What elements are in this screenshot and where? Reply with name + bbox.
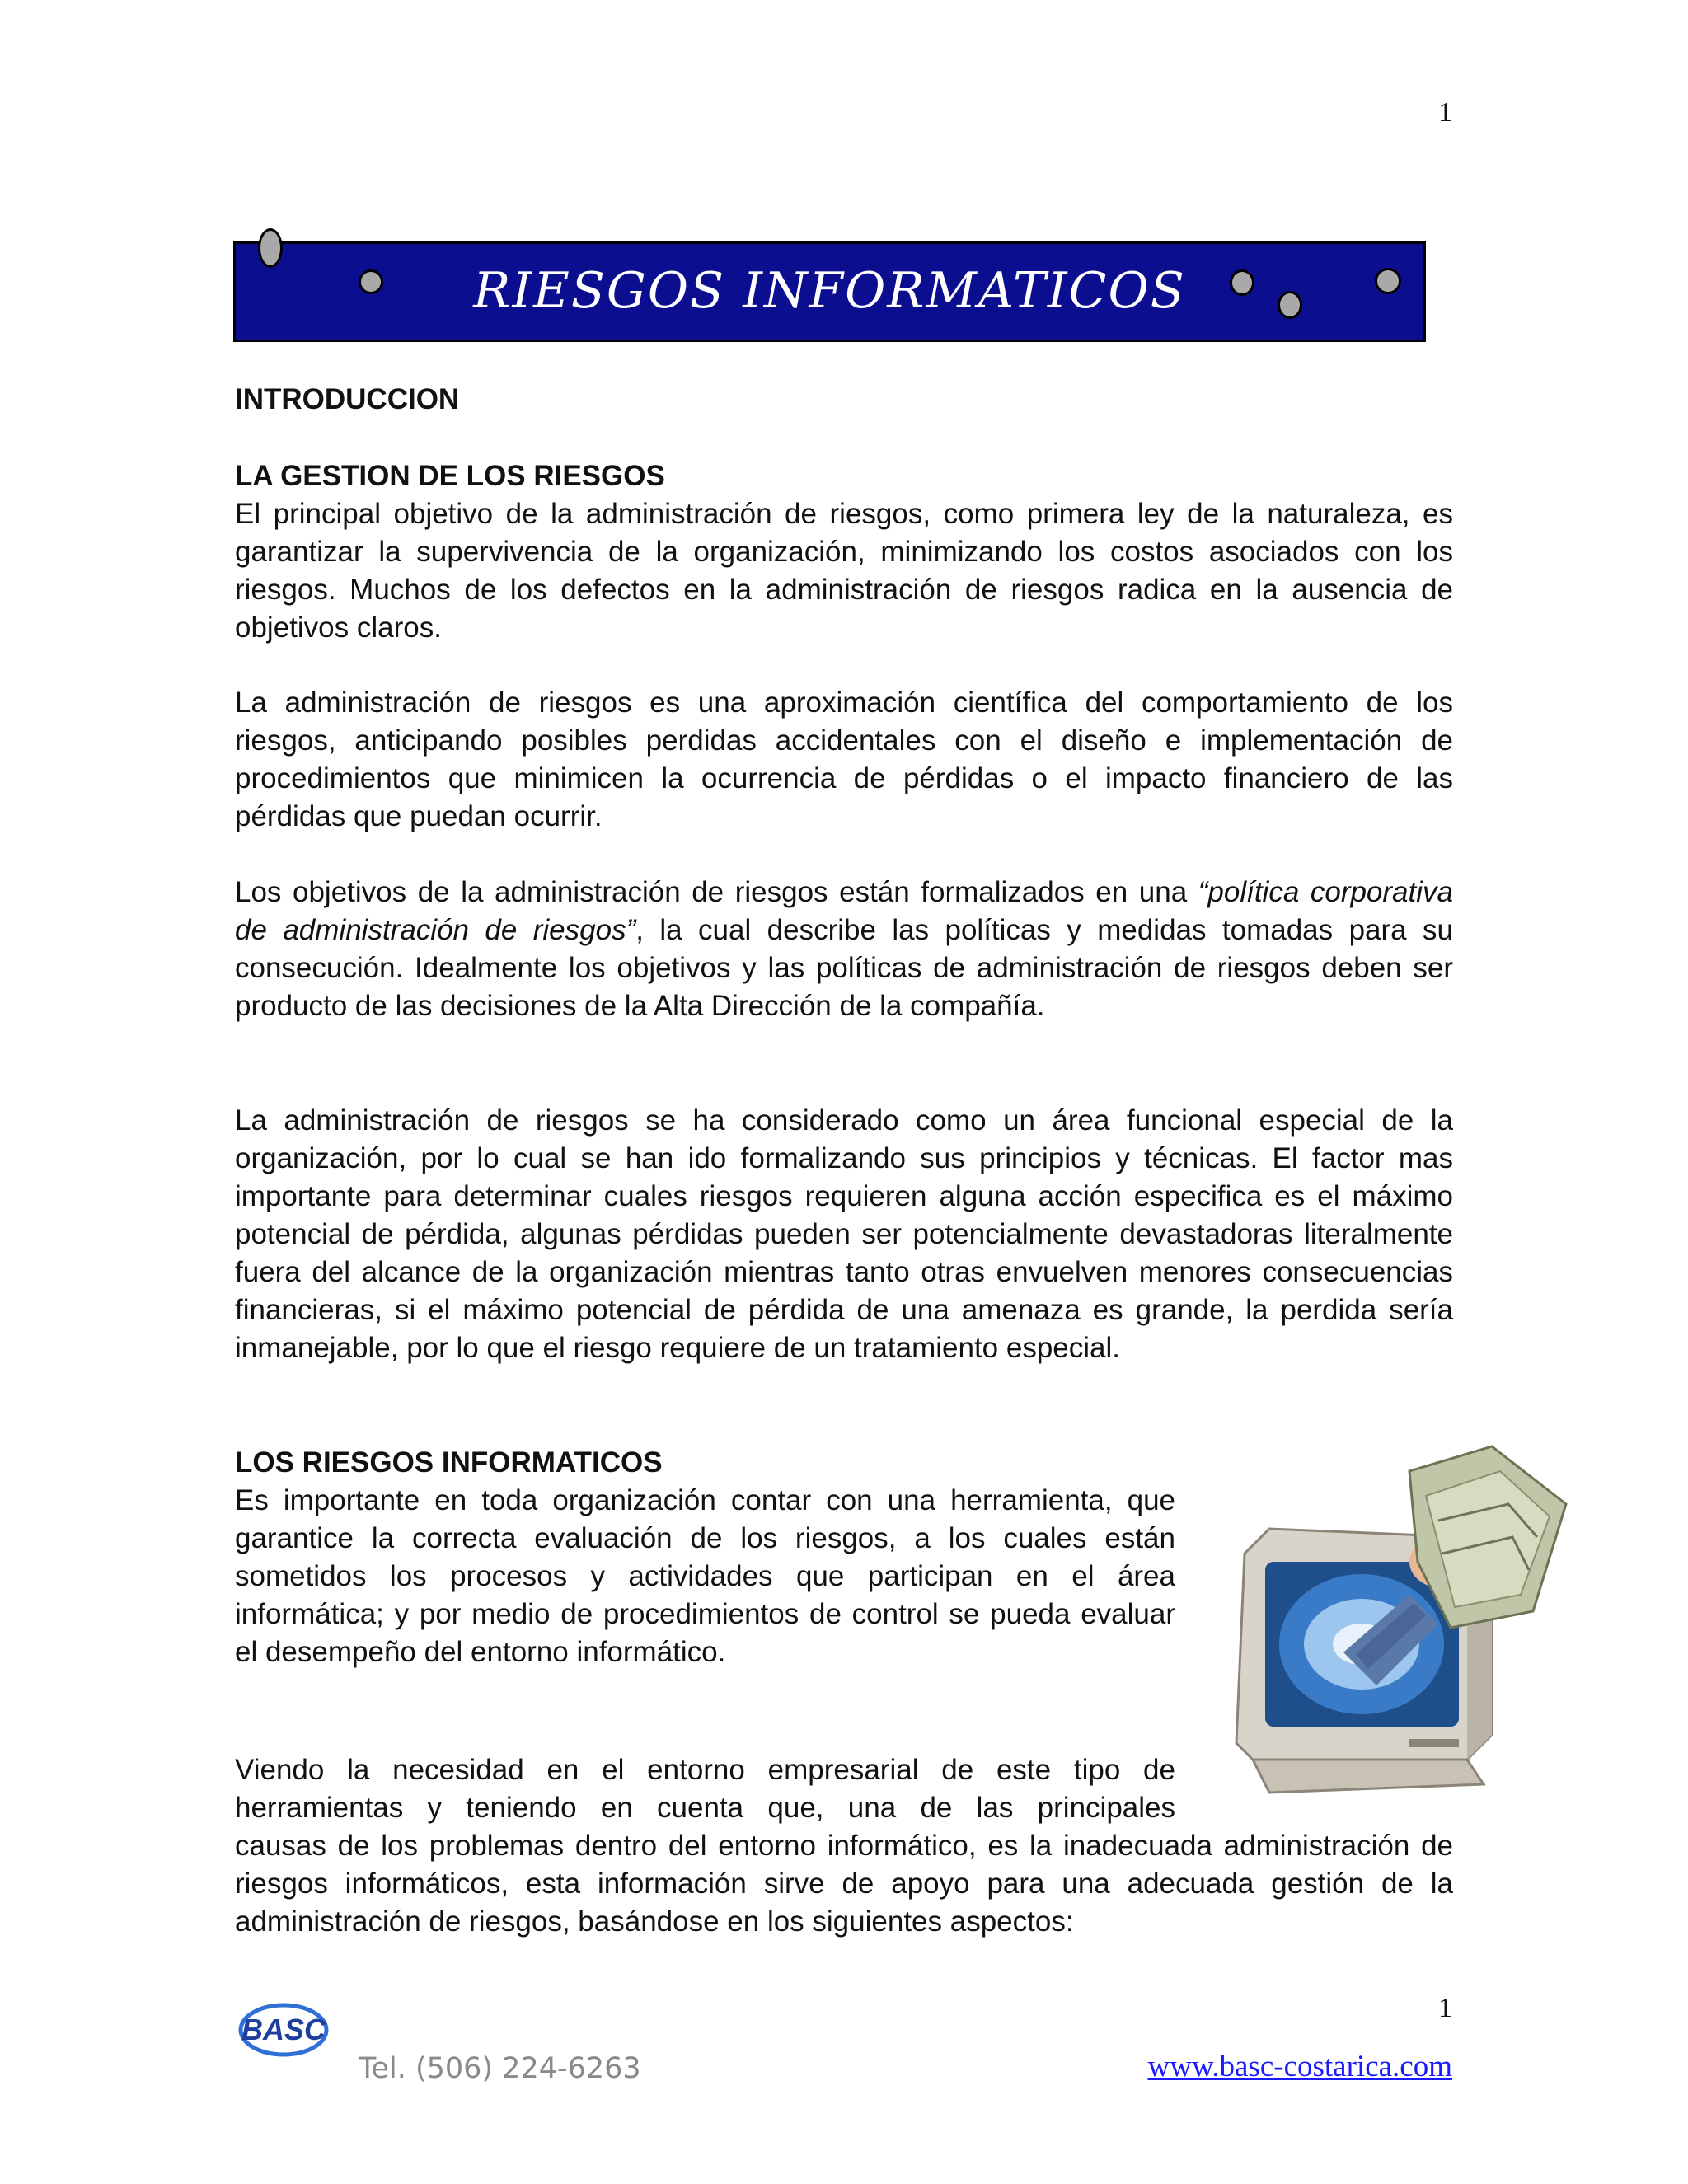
website-link[interactable]: www.basc-costarica.com — [1147, 2050, 1452, 2083]
paragraph: causas de los problemas dentro del entorno informático, es la inadecuada administración de riesgos informáticos, esta información sirve de apoyo para una adecuada gestión de la administración de riesgos, basándose en los siguientes aspectos: — [235, 1830, 1453, 1938]
paragraph: La administración de riesgos se ha considerado como un área funcional especial de la organización, por lo cual se han ido formalizando sus principios y técnicas. El factor mas importante para determinar cuales riesgos requieren alguna acción especifica es el máximo potencial de pérdida, algunas pérdidas pueden ser potencialmente devastadoras literalmente fuera del alcance de la organización mientras tanto otras envuelven menores consecuencias financieras, si el máximo potencial de pérdida de una amenaza es grande, la perdida sería inmanejable, por lo que el riesgo requiere de un tratamiento especial. — [235, 1104, 1453, 1364]
text-line: Viendo la necesidad en el entorno empresarial de este tipo de — [235, 1754, 1175, 1786]
banner-dot-icon — [1230, 269, 1254, 296]
banner-dot-icon — [1278, 291, 1302, 319]
intro-heading: INTRODUCCION — [235, 383, 460, 415]
paragraph-block — [235, 684, 1453, 836]
paragraph — [235, 874, 1453, 1025]
text-line: herramientas y teniendo en cuenta que, una de las principales — [235, 1792, 1175, 1824]
basc-logo — [235, 1999, 332, 2066]
text-span: , la cual describe las políticas y medidas tomadas para su consecución. Idealmente los objetivos y las políticas de administración de riesgos deben ser producto de las decisiones de la Alta Dirección de la compañía. — [235, 914, 1453, 1022]
banner-dot-icon — [359, 269, 383, 294]
section-heading: LA GESTION DE LOS RIESGOS — [235, 460, 665, 492]
paragraph: La administración de riesgos es una aproximación científica del comportamiento de los riesgos, anticipando posibles perdidas accidentales con el diseño e implementación de procedimientos que minimicen la ocurrencia de pérdidas o el impacto financiero de las pérdidas que puedan ocurrir. — [235, 687, 1453, 832]
section-heading: LOS RIESGOS INFORMATICOS — [235, 1446, 663, 1479]
banner-title: RIESGOS INFORMATICOS — [473, 262, 1186, 320]
paragraph: El principal objetivo de la administración de riesgos, como primera ley de la naturaleza, es garantizar la supervivencia de la organización, minimizando los costos asociados con los riesgos. Muchos de los defectos en la administración de riesgos radica en la ausencia de objetivos claros. — [235, 498, 1453, 644]
paragraph: Es importante en toda organización contar con una herramienta, que garantice la correcta evaluación de los riesgos, a los cuales están sometidos los procesos y actividades que participan en el área informática; y por medio de procedimientos de control se pueda evaluar el desempeño del entorno informático. — [235, 1484, 1175, 1668]
monitor-money-image — [1220, 1438, 1582, 1801]
text-span: Los objetivos de la administración de riesgos están formalizados en una — [235, 876, 1198, 908]
banner-dot-icon — [258, 228, 283, 268]
banner-dot-icon — [1375, 268, 1401, 294]
page-number-bottom: 1 — [1438, 1993, 1452, 2023]
section-gestion — [235, 457, 1453, 647]
phone-number: Tel. (506) 224-6263 — [359, 2052, 641, 2085]
italic-quote: “política corporativa de administración de riesgos” — [235, 876, 1453, 946]
page-number-top: 1 — [1438, 97, 1452, 128]
paragraph-block — [235, 874, 1453, 1025]
logo-text: BASC — [241, 2013, 326, 2046]
paragraph-block — [235, 1102, 1453, 1367]
